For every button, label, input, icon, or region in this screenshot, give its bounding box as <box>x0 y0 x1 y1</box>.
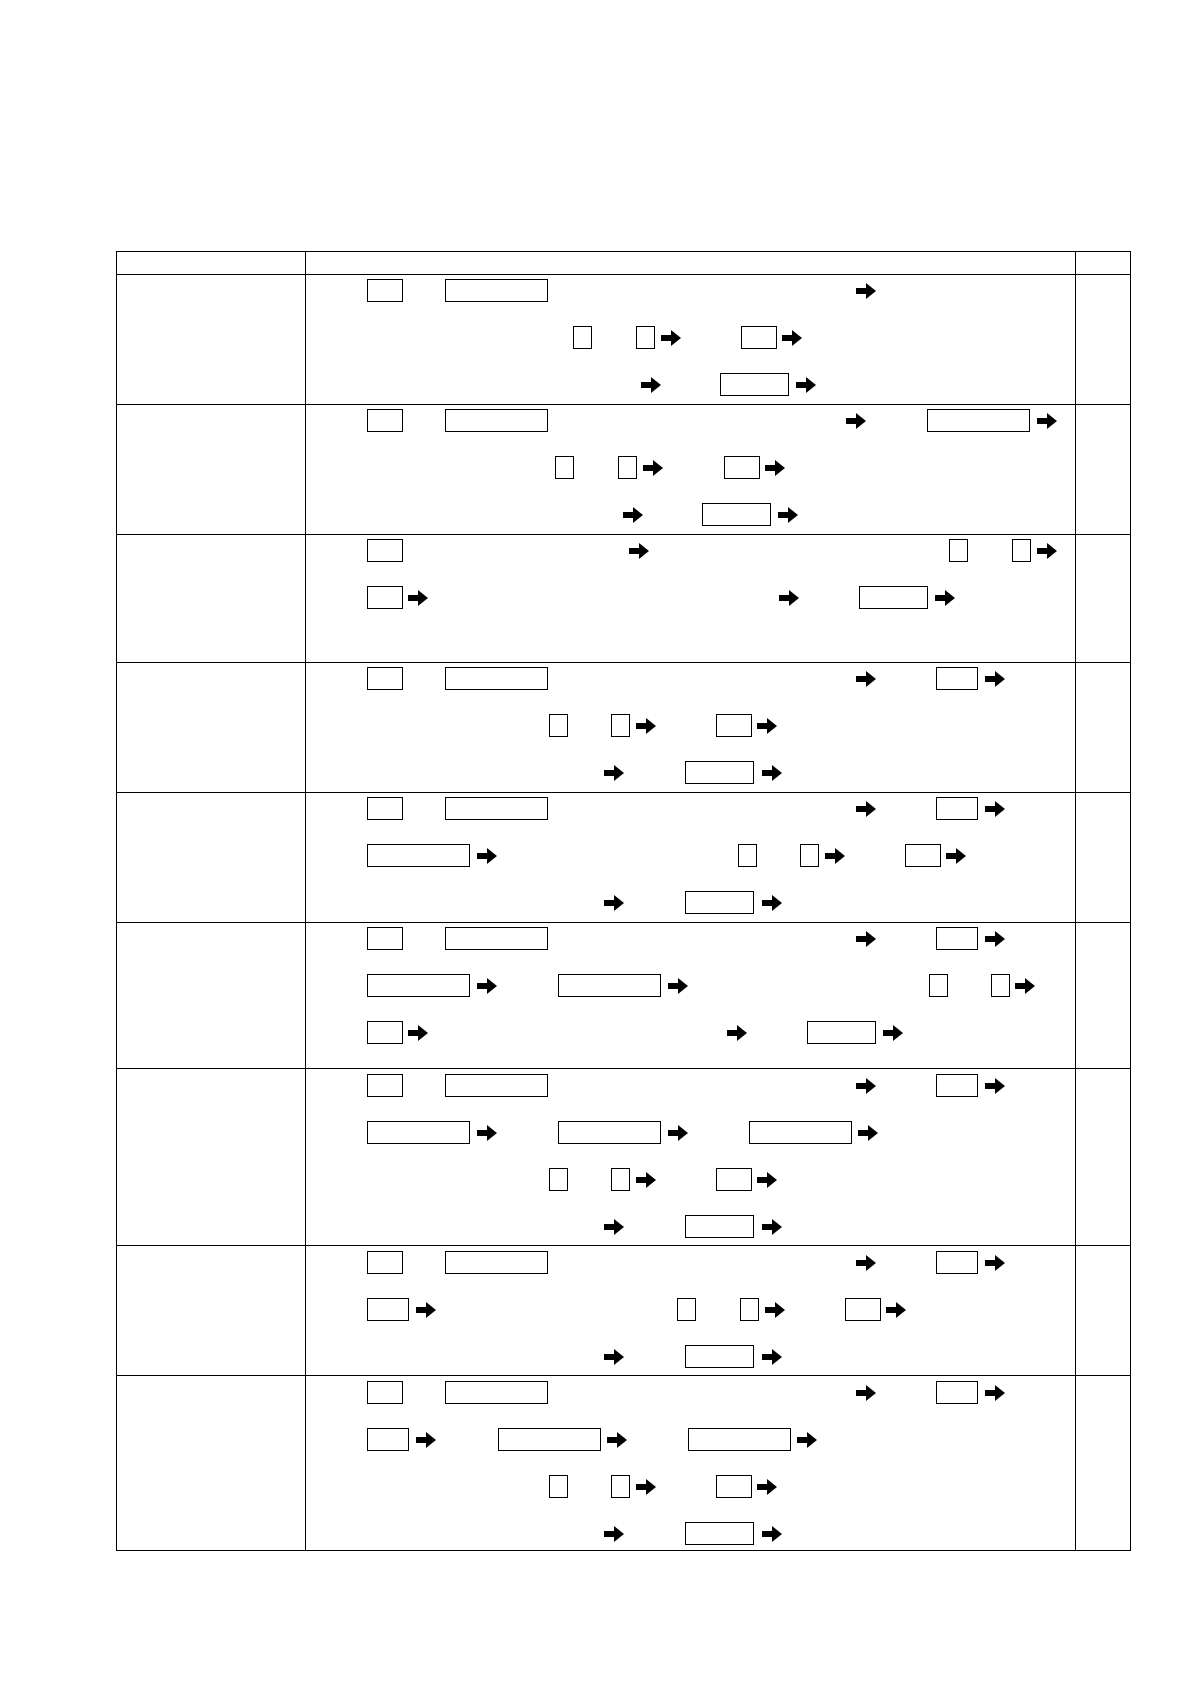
right-arrow-icon <box>883 1025 903 1041</box>
right-arrow-icon <box>778 507 798 523</box>
right-arrow-icon <box>604 895 624 911</box>
key-box <box>905 844 941 867</box>
key-box <box>611 1475 630 1498</box>
right-arrow-icon <box>762 895 782 911</box>
key-box <box>936 667 978 690</box>
key-box <box>549 714 568 737</box>
key-box <box>445 667 548 690</box>
key-box <box>549 1168 568 1191</box>
key-box <box>716 1475 752 1498</box>
key-box <box>859 586 928 609</box>
right-arrow-icon <box>757 1172 777 1188</box>
key-box <box>740 1298 759 1321</box>
key-box <box>498 1428 601 1451</box>
right-arrow-icon <box>856 671 876 687</box>
key-box <box>800 844 819 867</box>
key-box <box>685 1522 754 1545</box>
right-arrow-icon <box>946 848 966 864</box>
table-column-rule <box>1075 251 1076 1551</box>
key-box <box>367 586 403 609</box>
right-arrow-icon <box>846 413 866 429</box>
key-box <box>936 1074 978 1097</box>
right-arrow-icon <box>935 590 955 606</box>
right-arrow-icon <box>643 460 663 476</box>
right-arrow-icon <box>886 1302 906 1318</box>
key-box <box>720 373 789 396</box>
table-rule <box>116 251 1131 252</box>
key-box <box>367 667 403 690</box>
table-rule <box>116 274 1131 275</box>
right-arrow-icon <box>604 1349 624 1365</box>
table-rule <box>116 1550 1131 1551</box>
key-box <box>949 539 968 562</box>
key-box <box>936 1381 978 1404</box>
right-arrow-icon <box>629 543 649 559</box>
key-box <box>445 279 548 302</box>
right-arrow-icon <box>636 1479 656 1495</box>
right-arrow-icon <box>636 1172 656 1188</box>
key-box <box>445 927 548 950</box>
right-arrow-icon <box>416 1432 436 1448</box>
key-box <box>445 1251 548 1274</box>
right-arrow-icon <box>856 931 876 947</box>
key-box <box>618 456 637 479</box>
right-arrow-icon <box>1037 543 1057 559</box>
right-arrow-icon <box>985 1255 1005 1271</box>
right-arrow-icon <box>985 931 1005 947</box>
key-box <box>929 974 948 997</box>
key-box <box>367 1251 403 1274</box>
key-box <box>724 456 760 479</box>
table-rule <box>116 534 1131 535</box>
right-arrow-icon <box>477 978 497 994</box>
table-rule <box>116 1375 1131 1376</box>
key-box <box>367 1021 403 1044</box>
key-box <box>367 279 403 302</box>
table-column-rule <box>305 251 306 1551</box>
key-box <box>685 1215 754 1238</box>
table-rule <box>116 1245 1131 1246</box>
right-arrow-icon <box>782 330 802 346</box>
key-box <box>1012 539 1031 562</box>
right-arrow-icon <box>856 283 876 299</box>
key-box <box>367 539 403 562</box>
right-arrow-icon <box>796 377 816 393</box>
right-arrow-icon <box>762 1526 782 1542</box>
table-column-rule <box>116 251 117 1551</box>
key-box <box>636 326 655 349</box>
right-arrow-icon <box>1037 413 1057 429</box>
right-arrow-icon <box>856 801 876 817</box>
right-arrow-icon <box>727 1025 747 1041</box>
key-box <box>611 1168 630 1191</box>
key-box <box>702 503 771 526</box>
table-rule <box>116 404 1131 405</box>
right-arrow-icon <box>825 848 845 864</box>
right-arrow-icon <box>408 590 428 606</box>
key-box <box>549 1475 568 1498</box>
key-box <box>749 1121 852 1144</box>
key-box <box>677 1298 696 1321</box>
key-box <box>367 927 403 950</box>
right-arrow-icon <box>856 1255 876 1271</box>
key-box <box>367 844 470 867</box>
right-arrow-icon <box>477 1125 497 1141</box>
key-box <box>685 891 754 914</box>
right-arrow-icon <box>604 1526 624 1542</box>
table-column-rule <box>1130 251 1131 1551</box>
table-rule <box>116 792 1131 793</box>
right-arrow-icon <box>636 718 656 734</box>
key-box <box>936 797 978 820</box>
right-arrow-icon <box>797 1432 817 1448</box>
key-box <box>367 1298 409 1321</box>
key-box <box>685 1345 754 1368</box>
table-rule <box>116 1068 1131 1069</box>
right-arrow-icon <box>765 460 785 476</box>
key-box <box>555 456 574 479</box>
right-arrow-icon <box>607 1432 627 1448</box>
right-arrow-icon <box>661 330 681 346</box>
key-box <box>741 326 777 349</box>
key-box <box>445 1381 548 1404</box>
key-box <box>445 1074 548 1097</box>
key-box <box>445 797 548 820</box>
right-arrow-icon <box>757 1479 777 1495</box>
key-box <box>716 714 752 737</box>
key-box <box>611 714 630 737</box>
key-box <box>716 1168 752 1191</box>
right-arrow-icon <box>762 1349 782 1365</box>
key-box <box>445 409 548 432</box>
key-box <box>367 1381 403 1404</box>
key-box <box>558 974 661 997</box>
key-box <box>685 761 754 784</box>
right-arrow-icon <box>1015 978 1035 994</box>
right-arrow-icon <box>985 801 1005 817</box>
key-box <box>936 927 978 950</box>
key-box <box>558 1121 661 1144</box>
key-box <box>688 1428 791 1451</box>
key-box <box>573 326 592 349</box>
key-box <box>936 1251 978 1274</box>
key-box <box>738 844 757 867</box>
right-arrow-icon <box>762 765 782 781</box>
right-arrow-icon <box>416 1302 436 1318</box>
key-box <box>367 1121 470 1144</box>
key-box <box>367 974 470 997</box>
right-arrow-icon <box>668 1125 688 1141</box>
right-arrow-icon <box>779 590 799 606</box>
right-arrow-icon <box>985 671 1005 687</box>
key-box <box>845 1298 881 1321</box>
right-arrow-icon <box>757 718 777 734</box>
right-arrow-icon <box>858 1125 878 1141</box>
right-arrow-icon <box>856 1078 876 1094</box>
right-arrow-icon <box>762 1219 782 1235</box>
right-arrow-icon <box>985 1385 1005 1401</box>
key-box <box>927 409 1030 432</box>
key-box <box>807 1021 876 1044</box>
right-arrow-icon <box>765 1302 785 1318</box>
key-box <box>991 974 1010 997</box>
right-arrow-icon <box>477 848 497 864</box>
right-arrow-icon <box>856 1385 876 1401</box>
right-arrow-icon <box>604 1219 624 1235</box>
key-box <box>367 409 403 432</box>
key-box <box>367 1428 409 1451</box>
right-arrow-icon <box>985 1078 1005 1094</box>
table-rule <box>116 922 1131 923</box>
right-arrow-icon <box>641 377 661 393</box>
key-box <box>367 1074 403 1097</box>
key-box <box>367 797 403 820</box>
right-arrow-icon <box>408 1025 428 1041</box>
right-arrow-icon <box>668 978 688 994</box>
right-arrow-icon <box>623 507 643 523</box>
table-rule <box>116 662 1131 663</box>
right-arrow-icon <box>604 765 624 781</box>
